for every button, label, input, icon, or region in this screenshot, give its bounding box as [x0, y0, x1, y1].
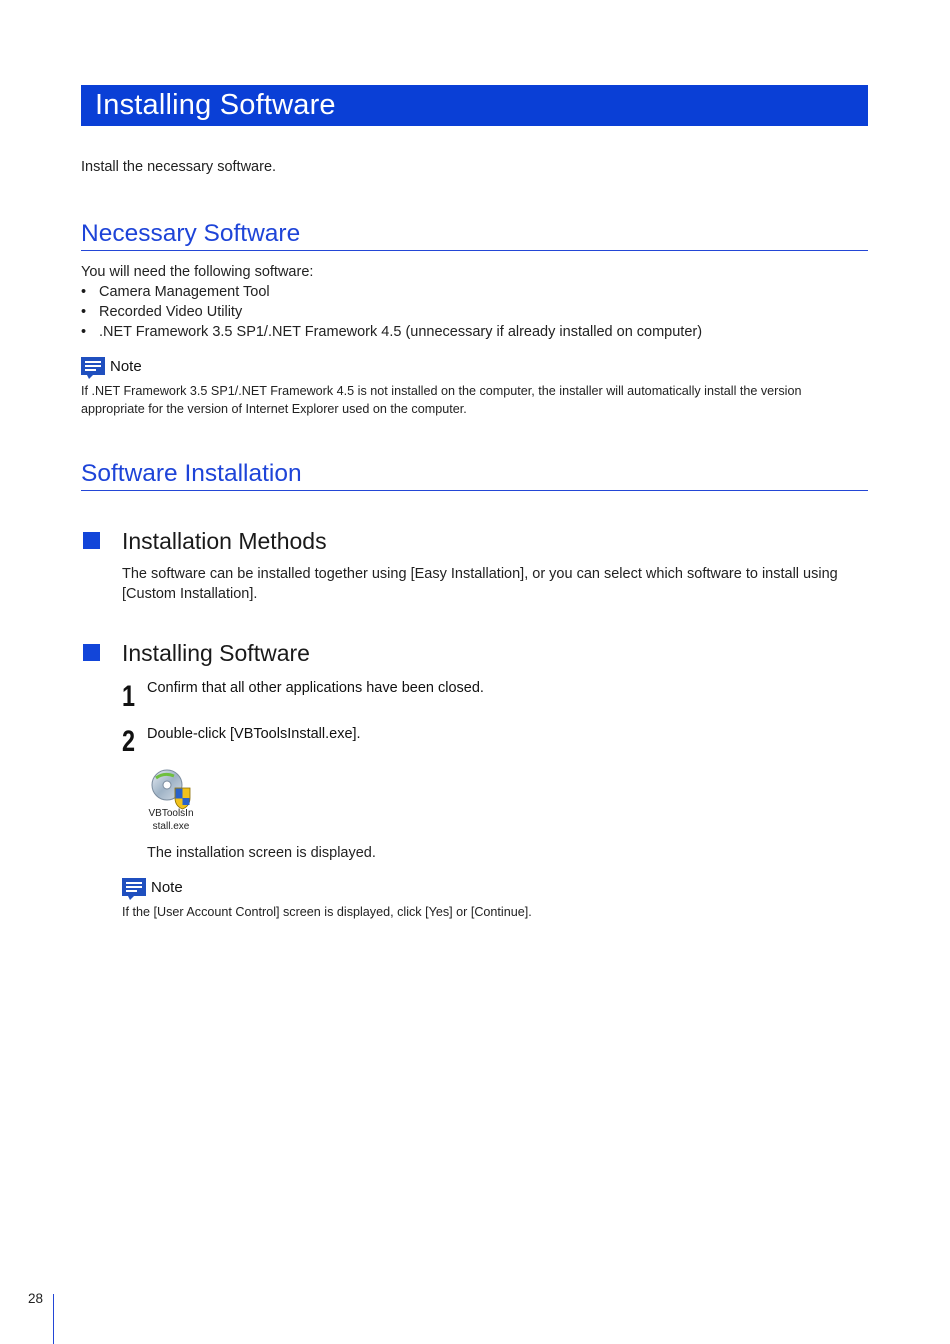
note-text: If the [User Account Control] screen is displayed, click [Yes] or [Continue].: [122, 905, 532, 919]
step-number: 2: [122, 725, 136, 758]
installer-disc-shield-icon[interactable]: [150, 768, 192, 810]
software-installation-heading: Software Installation: [81, 460, 868, 491]
methods-text-line-1: The software can be installed together using [Easy Installation], or you can select which software to install using: [122, 566, 838, 582]
page-margin-rule: [53, 1294, 54, 1344]
note-text-line-1: If .NET Framework 3.5 SP1/.NET Framework 4.5 is not installed on the computer, the installer will automatically install the version: [81, 384, 802, 398]
list-item: Recorded Video Utility: [99, 304, 243, 320]
list-item: .NET Framework 3.5 SP1/.NET Framework 4.5 (unnecessary if already installed on computer): [99, 324, 703, 340]
note-icon: [122, 878, 146, 900]
step-text: Confirm that all other applications have been closed.: [147, 680, 484, 696]
methods-text-line-2: [Custom Installation].: [122, 586, 258, 602]
bullet-marker: •: [81, 304, 87, 320]
necessary-lead: You will need the following software:: [81, 264, 314, 280]
list-item: Camera Management Tool: [99, 284, 270, 300]
section-square-marker: [83, 532, 100, 549]
section-square-marker: [83, 644, 100, 661]
note-label: Note: [110, 358, 142, 375]
note-text-line-2: appropriate for the version of Internet Explorer used on the computer.: [81, 402, 467, 416]
file-label-line-2: stall.exe: [152, 821, 190, 832]
page-title: Installing Software: [95, 89, 336, 121]
intro-text: Install the necessary software.: [81, 159, 277, 175]
installation-methods-heading: Installation Methods: [122, 528, 327, 554]
step-text: Double-click [VBToolsInstall.exe].: [147, 726, 361, 742]
bullet-marker: •: [81, 284, 87, 300]
page-number: 28: [28, 1291, 44, 1306]
note-label: Note: [151, 879, 183, 896]
page-title-bar: [81, 85, 868, 126]
note-icon: [81, 357, 105, 379]
file-label-line-1: VBToolsIn: [148, 808, 194, 819]
result-text: The installation screen is displayed.: [147, 845, 376, 861]
step-number: 1: [122, 680, 136, 713]
necessary-software-heading: Necessary Software: [81, 220, 868, 251]
installing-software-heading: Installing Software: [122, 640, 310, 666]
bullet-marker: •: [81, 324, 87, 340]
